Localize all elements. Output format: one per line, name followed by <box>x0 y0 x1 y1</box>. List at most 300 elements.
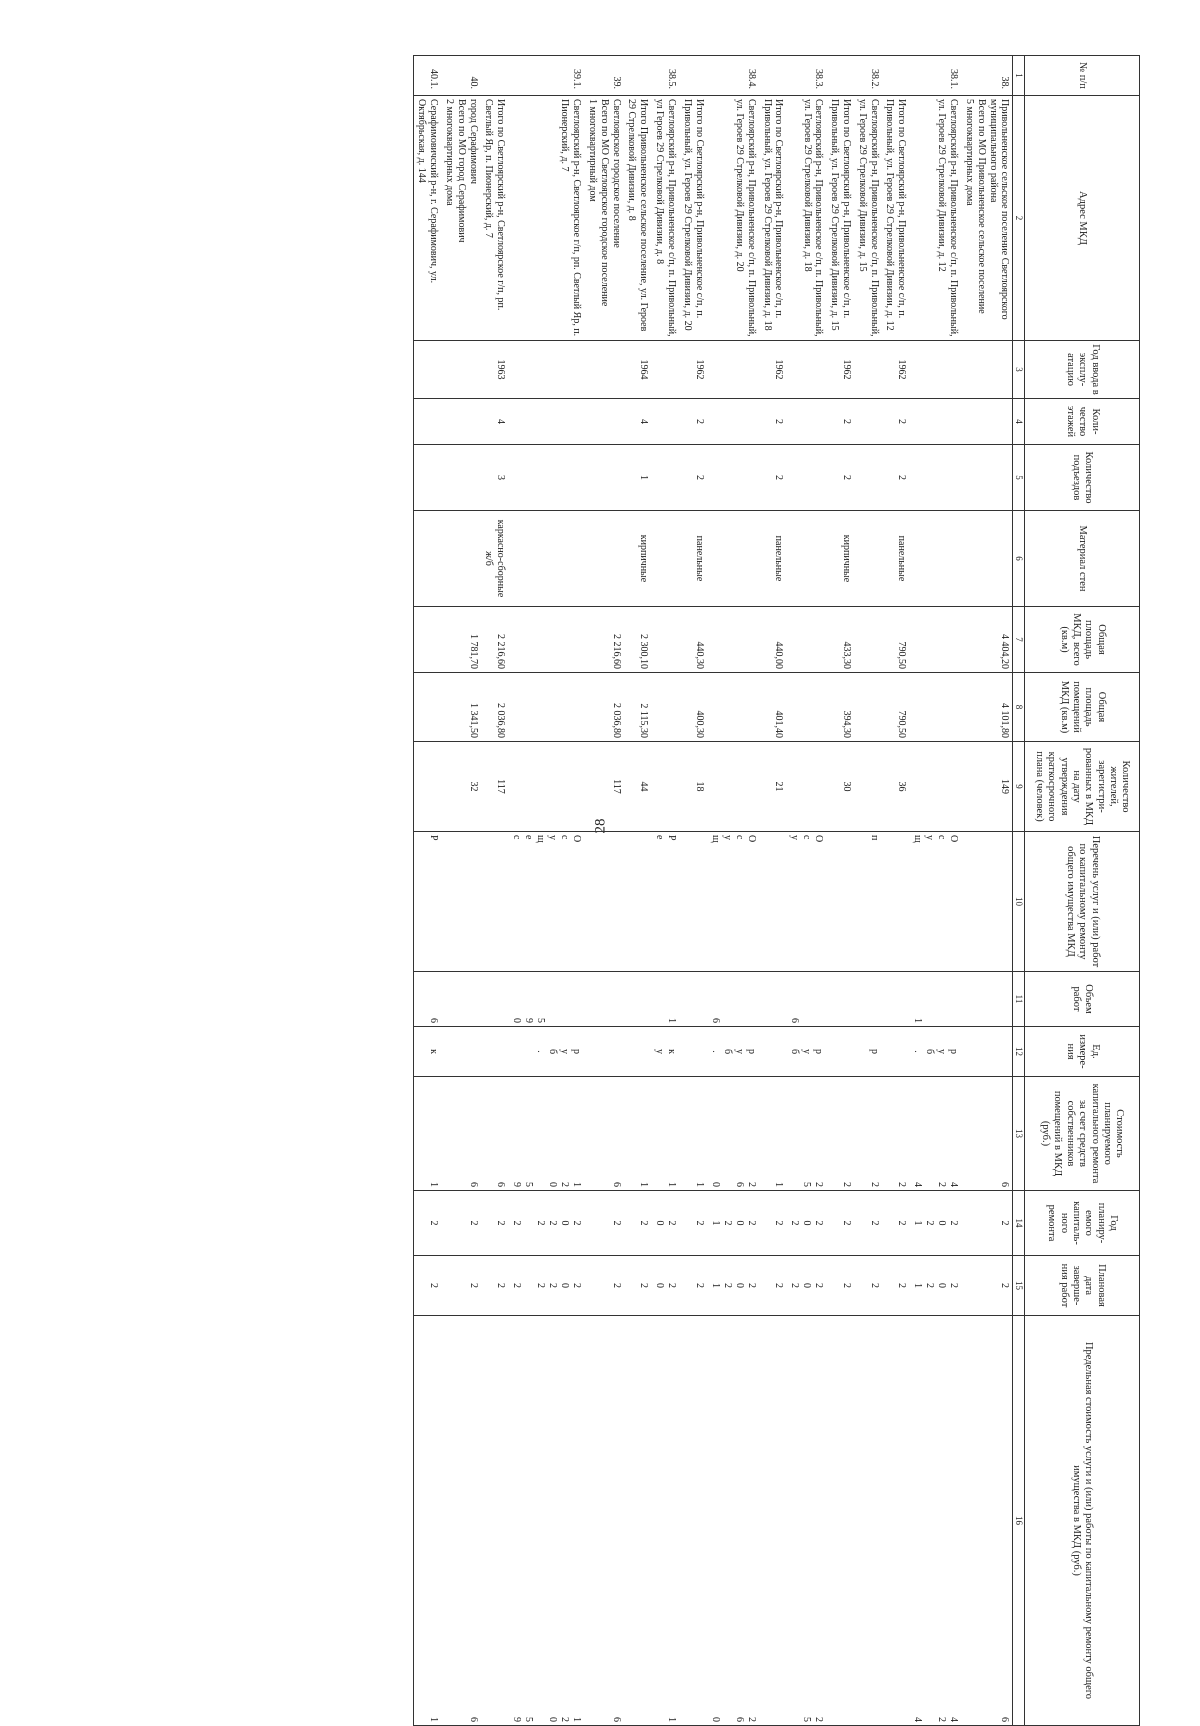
cell-floors <box>707 399 759 445</box>
cell-area-rooms: 4 101,80 <box>961 673 1013 742</box>
cell-repair-year <box>584 1191 623 1256</box>
cell-unit <box>759 1027 787 1077</box>
cell-no: 38.2. <box>854 56 882 96</box>
cell-year <box>508 341 584 399</box>
cell-line: к <box>428 1049 440 1054</box>
cell-limit-cost <box>882 1316 910 1726</box>
cell-line <box>721 1319 733 1722</box>
cell-line <box>788 1319 800 1722</box>
cell-line: 0 <box>709 1717 721 1722</box>
cell-line: б <box>547 1048 559 1055</box>
cell-line <box>935 975 947 1023</box>
cell-volume <box>854 972 882 1027</box>
cell-material <box>707 511 759 607</box>
cell-line <box>610 975 622 1023</box>
table-row <box>854 56 882 1726</box>
cell-line <box>610 1030 622 1073</box>
cell-line <box>522 1194 534 1252</box>
cell-year <box>909 341 961 399</box>
cell-line <box>772 835 784 968</box>
col-header-limit-cost: Предельная стоимость услуги и (или) работы по капитальному ремонту общего имущества в МКД (руб.) <box>1025 1316 1140 1726</box>
cell-floors <box>441 399 480 445</box>
cell-area-total: 2 300,10 <box>624 607 652 673</box>
cell-line: 0 <box>511 1018 523 1023</box>
cell-floors <box>909 399 961 445</box>
cell-line: 0 <box>936 1220 948 1226</box>
cell-works <box>651 832 679 972</box>
cell-line: 2 <box>868 1182 880 1187</box>
cell-line: Р <box>666 835 678 841</box>
cell-year: 1963 <box>481 341 509 399</box>
cell-line <box>772 975 784 1023</box>
cell-residents <box>786 742 826 832</box>
table-row <box>679 56 707 1726</box>
col-header-no: № п/п <box>1025 56 1140 96</box>
cell-line <box>772 1030 784 1073</box>
cell-works <box>961 832 1013 972</box>
cell-line <box>895 975 907 1023</box>
col-header-residents: Количество жителей, зарегистри-рованных в МКД на дату утверждения краткосрочного плана (человек) <box>1025 742 1140 832</box>
cell-end-date <box>481 1256 509 1316</box>
cell-line: с <box>733 835 745 840</box>
cell-works <box>508 832 584 972</box>
cell-line <box>788 1080 800 1187</box>
cell-line: 1 <box>638 1182 650 1187</box>
cell-address: Итого по Светлоярский р-н, Светлоярское г/п, рп. Светлый Яр, п. Пионерский, д. 7 <box>481 96 509 341</box>
cell-line: 2 <box>535 1283 547 1288</box>
cell-line: 2 <box>428 1283 440 1288</box>
cell-line: 2 <box>924 1283 936 1288</box>
cell-line: 2 <box>813 1717 825 1722</box>
cell-line: 2 <box>813 1220 825 1226</box>
cell-line: 1 <box>912 1283 924 1288</box>
cell-volume <box>961 972 1013 1027</box>
cell-cost <box>826 1077 854 1191</box>
cell-no: 40. <box>441 56 480 96</box>
cell-no: 38. <box>961 56 1013 96</box>
cell-limit-cost <box>651 1316 679 1726</box>
cell-unit <box>961 1027 1013 1077</box>
col-number: 12 <box>1013 1027 1025 1077</box>
cell-line: б <box>924 1048 936 1055</box>
cell-area-total <box>707 607 759 673</box>
cell-year <box>786 341 826 399</box>
cell-area-rooms: 790,50 <box>882 673 910 742</box>
cell-year <box>413 341 441 399</box>
cell-line: е <box>523 835 535 840</box>
cell-residents <box>707 742 759 832</box>
cell-floors <box>413 399 441 445</box>
cell-line <box>745 975 757 1023</box>
cell-line: 2 <box>789 1283 801 1288</box>
cell-volume <box>707 972 759 1027</box>
cell-repair-year <box>826 1191 854 1256</box>
cell-line <box>494 835 506 968</box>
cell-unit <box>584 1027 623 1077</box>
cell-cost <box>882 1077 910 1191</box>
cell-material: кирпичные <box>826 511 854 607</box>
cell-works <box>624 832 652 972</box>
capital-repair-table <box>413 55 1140 1726</box>
cell-year: 1964 <box>624 341 652 399</box>
cell-limit-cost <box>961 1316 1013 1726</box>
cell-end-date <box>826 1256 854 1316</box>
cell-line <box>812 975 824 1023</box>
cell-no: 38.5. <box>651 56 679 96</box>
cell-line: 0 <box>654 1220 666 1226</box>
cell-line: Р <box>428 835 440 841</box>
cell-line: 4 <box>948 1182 960 1187</box>
cell-line: 2 <box>547 1220 559 1226</box>
cell-no: 38.1. <box>909 56 961 96</box>
cell-line: 6 <box>733 1182 745 1187</box>
cell-line <box>653 1080 665 1187</box>
cell-line: 0 <box>733 1283 745 1288</box>
cell-line: 1 <box>666 1018 678 1023</box>
cell-area-rooms: 1 341,50 <box>441 673 480 742</box>
cell-year: 1962 <box>882 341 910 399</box>
cell-repair-year <box>854 1191 882 1256</box>
table-row <box>413 56 441 1726</box>
cell-cost <box>413 1077 441 1191</box>
cell-entrances <box>786 445 826 511</box>
cell-address: Светлоярский р-н, Привольненское с/п, п. Привольный, ул. Героев 29 Стрелковой Дивизии, д. 12 <box>909 96 961 341</box>
cell-works <box>786 832 826 972</box>
cell-repair-year <box>624 1191 652 1256</box>
cell-limit-cost <box>508 1316 584 1726</box>
cell-line: 2 <box>745 1220 757 1226</box>
cell-line: 0 <box>547 1182 559 1187</box>
cell-material: панельные <box>759 511 787 607</box>
cell-entrances: 2 <box>679 445 707 511</box>
cell-line: 1 <box>773 1182 785 1187</box>
cell-area-total: 790,50 <box>882 607 910 673</box>
cell-end-date <box>961 1256 1013 1316</box>
cell-line: р <box>745 1049 757 1054</box>
cell-no: 38.4. <box>707 56 759 96</box>
cell-address: Итого по Светлоярский р-н, Привольненское с/п, п. Привольный, ул. Героев 29 Стрелковой Дивизии, д. 15 <box>826 96 854 341</box>
cell-entrances: 2 <box>826 445 854 511</box>
col-number: 6 <box>1013 511 1025 607</box>
cell-cost <box>508 1077 584 1191</box>
cell-line: 2 <box>948 1283 960 1288</box>
cell-line: щ <box>912 835 924 843</box>
cell-line: 2 <box>467 1220 479 1226</box>
cell-limit-cost <box>759 1316 787 1726</box>
cell-repair-year <box>909 1191 961 1256</box>
cell-area-total: 440,00 <box>759 607 787 673</box>
cell-year <box>707 341 759 399</box>
cell-line: 2 <box>745 1283 757 1288</box>
table-row <box>961 56 1013 1726</box>
col-header-end-date: Плановая дата заверше-ния работ <box>1025 1256 1140 1316</box>
cell-volume <box>826 972 854 1027</box>
cell-line: р <box>571 1049 583 1054</box>
cell-line: 2 <box>571 1220 583 1226</box>
cell-end-date <box>413 1256 441 1316</box>
cell-volume <box>759 972 787 1027</box>
col-header-repair-year: Год планиру-емого капиталь-ного ремонта <box>1025 1191 1140 1256</box>
cell-limit-cost <box>481 1316 509 1726</box>
cell-line: 2 <box>721 1283 733 1288</box>
table-row <box>759 56 787 1726</box>
cell-cost <box>961 1077 1013 1191</box>
cell-material <box>508 511 584 607</box>
cell-address: Светлоярское городское поселение Всего по МО Светлоярское городское поселение 1 многоквартирный дом <box>584 96 623 341</box>
cell-address: Светлоярский р-н, Светлоярское г/п, рп. Светлый Яр, п. Пионерский, д. 7 <box>508 96 584 341</box>
cell-volume <box>651 972 679 1027</box>
cell-limit-cost <box>909 1316 961 1726</box>
cell-line: 2 <box>773 1283 785 1288</box>
cell-no <box>759 56 787 96</box>
cell-line: 1 <box>666 1182 678 1187</box>
cell-no <box>826 56 854 96</box>
cell-floors: 2 <box>826 399 854 445</box>
cell-end-date <box>441 1256 480 1316</box>
cell-area-rooms <box>413 673 441 742</box>
cell-line <box>998 975 1010 1023</box>
cell-line: 2 <box>999 1283 1011 1288</box>
cell-line: 2 <box>559 1182 571 1187</box>
table-row <box>624 56 652 1726</box>
cell-unit <box>508 1027 584 1077</box>
cell-floors <box>854 399 882 445</box>
col-number: 16 <box>1013 1316 1025 1726</box>
cell-limit-cost <box>854 1316 882 1726</box>
cell-line: 6 <box>610 1717 622 1722</box>
cell-line: 6 <box>999 1717 1011 1722</box>
cell-line: 9 <box>511 1182 523 1187</box>
cell-address: Итого по Светлоярский р-н, Привольненское с/п, п. Привольный, ул. Героев 29 Стрелковой Дивизии, д. 20 <box>679 96 707 341</box>
cell-volume <box>909 972 961 1027</box>
cell-address: Светлоярский р-н, Привольненское с/п, п. Привольный, ул. Героев 29 Стрелковой Дивизии, д. 20 <box>707 96 759 341</box>
cell-works <box>707 832 759 972</box>
cell-line: 2 <box>559 1717 571 1722</box>
cell-repair-year <box>961 1191 1013 1256</box>
cell-line: 4 <box>948 1717 960 1722</box>
cell-end-date <box>624 1256 652 1316</box>
cell-area-total <box>413 607 441 673</box>
cell-line <box>947 975 959 1023</box>
cell-line: у <box>924 835 936 840</box>
cell-line: 6 <box>428 1018 440 1023</box>
cell-material <box>584 511 623 607</box>
cell-line <box>895 835 907 968</box>
cell-floors <box>508 399 584 445</box>
cell-line: 2 <box>999 1220 1011 1226</box>
cell-line <box>998 1030 1010 1073</box>
col-header-floors: Коли-чество этажей <box>1025 399 1140 445</box>
cell-line: 6 <box>733 1717 745 1722</box>
col-header-volume: Объем работ <box>1025 972 1140 1027</box>
cell-line: 2 <box>610 1220 622 1226</box>
cell-line <box>494 1030 506 1073</box>
col-number: 15 <box>1013 1256 1025 1316</box>
col-number: 3 <box>1013 341 1025 399</box>
cell-area-total: 440,30 <box>679 607 707 673</box>
col-header-material: Материал стен <box>1025 511 1140 607</box>
cell-area-rooms: 400,30 <box>679 673 707 742</box>
cell-year <box>441 341 480 399</box>
cell-end-date <box>508 1256 584 1316</box>
cell-unit <box>854 1027 882 1077</box>
cell-line: 2 <box>467 1283 479 1288</box>
cell-line: 0 <box>733 1220 745 1226</box>
cell-residents <box>413 742 441 832</box>
cell-repair-year <box>413 1191 441 1256</box>
cell-floors: 4 <box>624 399 652 445</box>
cell-line: у <box>801 1049 813 1054</box>
cell-line: 5 <box>801 1182 813 1187</box>
cell-line: у <box>654 1049 666 1054</box>
cell-line <box>840 835 852 968</box>
cell-entrances <box>508 445 584 511</box>
cell-cost <box>624 1077 652 1191</box>
cell-floors <box>651 399 679 445</box>
cell-year <box>961 341 1013 399</box>
col-number: 1 <box>1013 56 1025 96</box>
col-header-year: Год ввода в эксплу-атацию <box>1025 341 1140 399</box>
col-header-entrances: Количество подъездов <box>1025 445 1140 511</box>
cell-limit-cost <box>707 1316 759 1726</box>
cell-line: 1 <box>571 1182 583 1187</box>
cell-line: 9 <box>523 1018 535 1023</box>
cell-material <box>441 511 480 607</box>
cell-material <box>786 511 826 607</box>
cell-limit-cost <box>679 1316 707 1726</box>
cell-line: с <box>936 835 948 840</box>
cell-material: каркасно-сборные ж/б <box>481 511 509 607</box>
col-number: 7 <box>1013 607 1025 673</box>
cell-end-date <box>584 1256 623 1316</box>
cell-line <box>510 1030 522 1073</box>
col-number: 2 <box>1013 96 1025 341</box>
cell-line: 0 <box>709 1182 721 1187</box>
col-header-unit: Ед. измере-ния <box>1025 1027 1140 1077</box>
col-number: 13 <box>1013 1077 1025 1191</box>
cell-entrances <box>961 445 1013 511</box>
cell-entrances <box>584 445 623 511</box>
cell-line: 2 <box>535 1220 547 1226</box>
cell-line: 2 <box>511 1283 523 1288</box>
cell-line: 2 <box>571 1283 583 1288</box>
cell-line <box>721 1080 733 1187</box>
cell-line: 6 <box>610 1182 622 1187</box>
cell-works <box>882 832 910 972</box>
table-row <box>909 56 961 1726</box>
cell-line <box>923 1080 935 1187</box>
cell-repair-year <box>441 1191 480 1256</box>
cell-line: 1 <box>571 1717 583 1722</box>
cell-line: 2 <box>666 1283 678 1288</box>
col-number: 10 <box>1013 832 1025 972</box>
cell-residents: 21 <box>759 742 787 832</box>
cell-line: 2 <box>721 1220 733 1226</box>
page-number: 28 <box>592 818 609 834</box>
cell-line: . <box>912 1050 924 1053</box>
cell-line <box>998 835 1010 968</box>
cell-unit <box>679 1027 707 1077</box>
cell-end-date <box>651 1256 679 1316</box>
cell-residents: 117 <box>481 742 509 832</box>
cell-works <box>854 832 882 972</box>
cell-address: Светлоярский р-н, Привольненское с/п, п. Привольный, ул. Героев 29 Стрелковой Дивизии, д. 15 <box>854 96 882 341</box>
cell-address: Серафимовичский р-н, г. Серафимович, ул. Октябрьская, д. 144 <box>413 96 441 341</box>
cell-line <box>610 835 622 968</box>
cell-line <box>868 975 880 1023</box>
cell-line <box>693 1319 705 1722</box>
cell-line <box>467 975 479 1023</box>
cell-line: 0 <box>801 1283 813 1288</box>
cell-line <box>494 1319 506 1722</box>
cell-line: 0 <box>936 1283 948 1288</box>
cell-line: 2 <box>666 1220 678 1226</box>
cell-limit-cost <box>624 1316 652 1726</box>
cell-cost <box>854 1077 882 1191</box>
cell-line: 2 <box>693 1220 705 1226</box>
col-number: 14 <box>1013 1191 1025 1256</box>
cell-line <box>534 1319 546 1722</box>
cell-line <box>522 1259 534 1312</box>
cell-line <box>772 1319 784 1722</box>
cell-line: 2 <box>924 1220 936 1226</box>
col-number: 9 <box>1013 742 1025 832</box>
cell-line: . <box>535 1050 547 1053</box>
cell-line: с <box>801 835 813 840</box>
cell-line: 4 <box>912 1717 924 1722</box>
cell-line: 5 <box>535 1018 547 1023</box>
cell-repair-year <box>786 1191 826 1256</box>
cell-line <box>546 975 558 1023</box>
cell-repair-year <box>651 1191 679 1256</box>
cell-cost <box>909 1077 961 1191</box>
cell-cost <box>441 1077 480 1191</box>
cell-end-date <box>759 1256 787 1316</box>
cell-residents: 32 <box>441 742 480 832</box>
col-header-address: Адрес МКД <box>1025 96 1140 341</box>
cell-line <box>534 1080 546 1187</box>
cell-line: 6 <box>467 1182 479 1187</box>
table-row <box>882 56 910 1726</box>
cell-line <box>570 975 582 1023</box>
cell-volume <box>481 972 509 1027</box>
table-row <box>508 56 584 1726</box>
cell-floors: 4 <box>481 399 509 445</box>
cell-unit <box>909 1027 961 1077</box>
cell-volume <box>508 972 584 1027</box>
cell-no: 39.1. <box>508 56 584 96</box>
cell-unit <box>707 1027 759 1077</box>
cell-line: 2 <box>841 1283 853 1288</box>
cell-entrances <box>909 445 961 511</box>
cell-line: 2 <box>511 1220 523 1226</box>
cell-works <box>679 832 707 972</box>
col-number: 4 <box>1013 399 1025 445</box>
cell-unit <box>786 1027 826 1077</box>
cell-line: О <box>948 835 960 843</box>
table-body <box>413 56 1013 1726</box>
cell-material: панельные <box>882 511 910 607</box>
cell-material <box>909 511 961 607</box>
cell-area-rooms: 2 036,80 <box>481 673 509 742</box>
cell-line <box>800 975 812 1023</box>
cell-line: 2 <box>841 1182 853 1187</box>
cell-line: 5 <box>801 1717 813 1722</box>
cell-repair-year <box>481 1191 509 1256</box>
col-header-works: Перечень услуг и (или) работ по капитальному ремонту общего имущества МКД <box>1025 832 1140 972</box>
cell-floors <box>786 399 826 445</box>
cell-material <box>413 511 441 607</box>
